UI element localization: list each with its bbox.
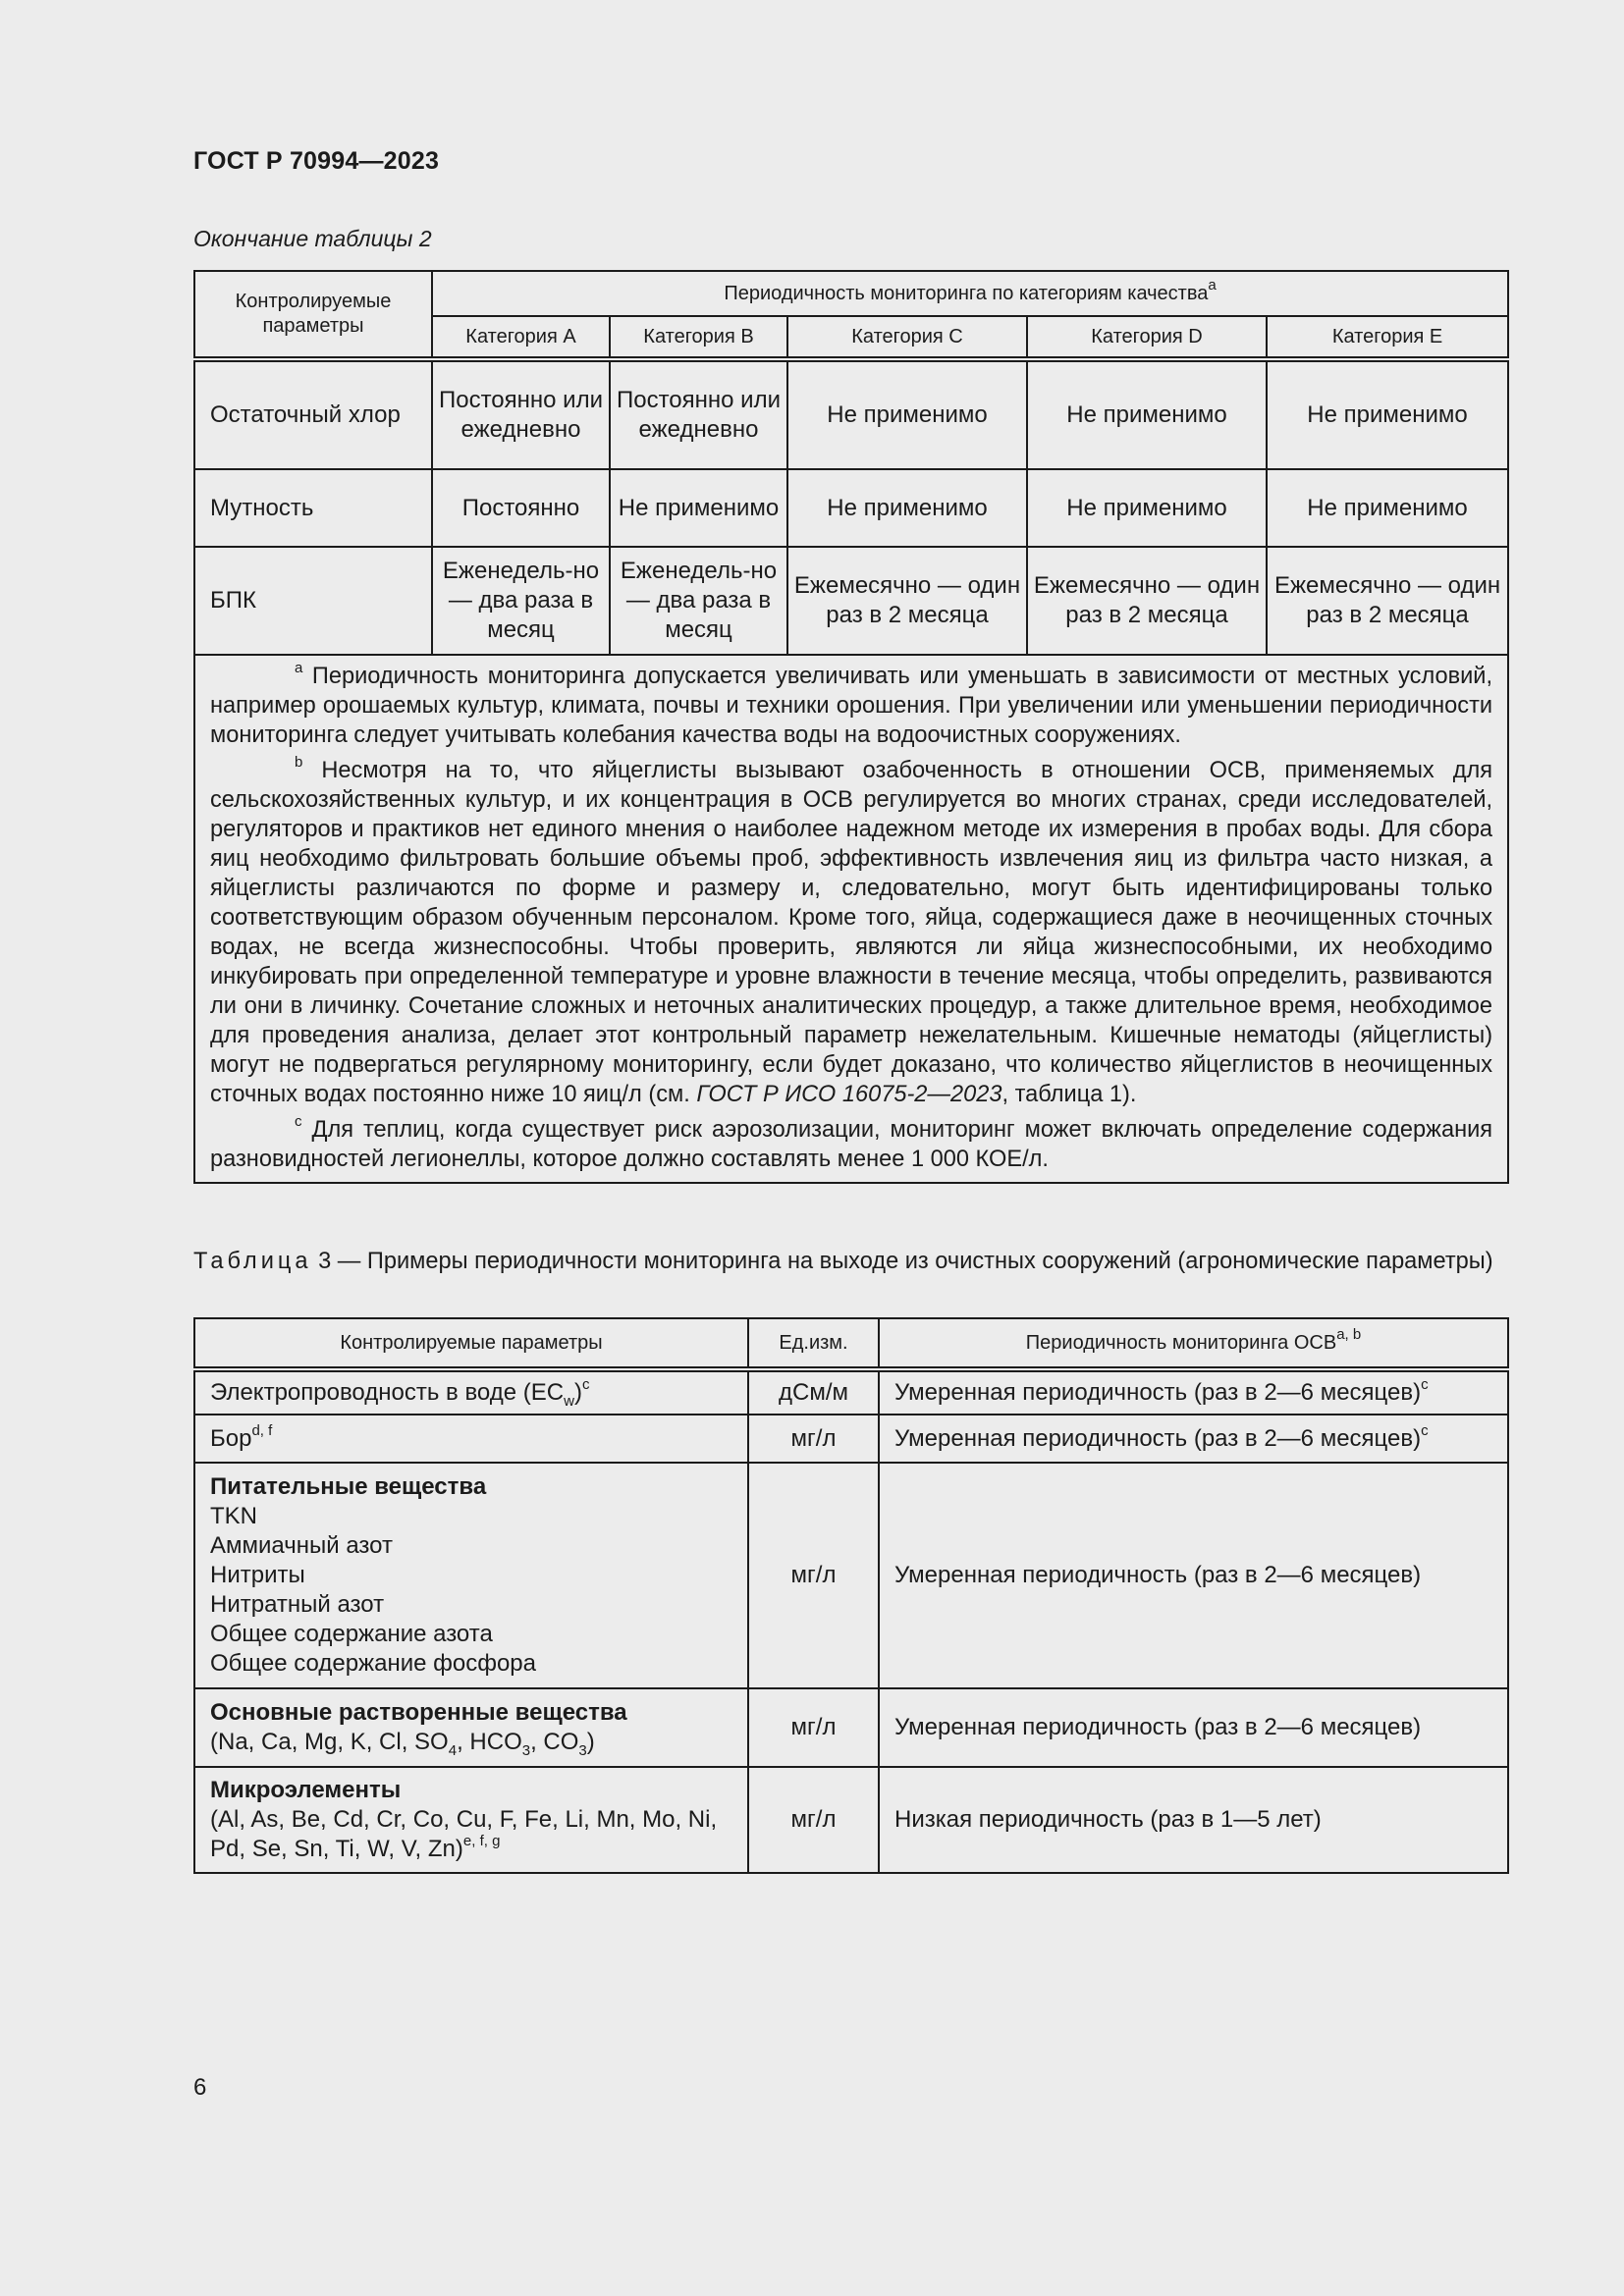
list-item: Аммиачный азот (210, 1532, 393, 1559)
param-name: Электропроводность в воде $(EC_w)^c$ (194, 1369, 748, 1415)
param-name: Мутность (194, 469, 432, 547)
table-row (194, 547, 1508, 655)
table-row (194, 1767, 1508, 1873)
cell-value: Не применимо (1027, 469, 1267, 547)
group-title: Основные растворенные вещества (210, 1699, 627, 1726)
formula: (Na, Ca, Mg, K, Cl, $SO_4$, $HCO_3$, $CO_3$) (210, 1729, 595, 1759)
header-periodicity: Периодичность мониторинга по категориям качества$^a$ (432, 271, 1508, 316)
cell-value: Ежемесячно — один раз в 2 месяца (787, 547, 1027, 655)
cell-value: Не применимо (610, 469, 787, 547)
unit-value: мг/л (748, 1688, 879, 1767)
header-frequency: Периодичность мониторинга ОСВ$^{a, b}$ (879, 1318, 1508, 1369)
cell-value: Не применимо (1267, 359, 1508, 469)
cell-value: Еженедель-но — два раза в месяц (610, 547, 787, 655)
param-group (194, 1688, 748, 1767)
cell-value: Не применимо (787, 359, 1027, 469)
unit-value: мг/л (748, 1767, 879, 1873)
cell-value: Постоянно или ежедневно (610, 359, 787, 469)
frequency-value: Умеренная периодичность (раз в 2—6 месяцев) (879, 1688, 1508, 1767)
table3-title: Таблица 3 — Примеры периодичности мониторинга на выходе из очистных сооружений (агрономические параметры) (193, 1249, 1493, 1274)
frequency-value: Умеренная периодичность (раз в 2—6 месяцев) (879, 1463, 1508, 1688)
param-name: Бор$^{d, f}$ (194, 1415, 748, 1463)
header-params: Контролируемые параметры (194, 271, 432, 359)
footnote-b: $^b$ Несмотря на то, что яйцеглисты вызывают озабоченность в отношении ОСВ, применяемых для сельскохозяйственных культур, и их концентрация в ОСВ регулируется во многих странах, среди исследователей, регуляторов и практиков нет единого мнения о наиболее надежном методе их измерения в пробах воды. Для сбора яиц необходимо фильтровать большие объемы проб, эффективность извлечения яиц из фильтра часто низкая, а яйцеглисты различаются по форме и размеру и, следовательно, могут быть идентифицированы только соответствующим образом обученным персоналом. Кроме того, яйца, содержащиеся даже в неочищенных сточных водах, не всегда жизнеспособны. Чтобы проверить, являются ли яйца жизнеспособными, их необходимо инкубировать при определенной температуре и уровне влажности в течение месяца, чтобы определить, развиваются ли они в личинку. Сочетание сложных и неточных аналитических процедур, а также длительное время, необходимое для проведения анализа, делает этот контрольный параметр нежелательным. Кишечные нематоды (яйцеглисты) могут не подвергаться регулярному мониторингу, если будет доказано, что количество яйцеглистов в неочищенных сточных водах постоянно ниже 10 яиц/л (см. ГОСТ Р ИСО 16075-2—2023, таблица 1). (210, 754, 1493, 1107)
header-category-b: Категория B (610, 316, 787, 359)
list-item: TKN (210, 1503, 257, 1529)
element-list: (Al, As, Be, Cd, Cr, Co, Cu, F, Fe, Li, Mn, Mo, Ni, (210, 1806, 718, 1833)
table-3 (193, 1317, 1509, 1874)
list-item: Общее содержание азота (210, 1621, 493, 1647)
table-row (194, 1463, 1508, 1688)
table2-caption: Окончание таблицы 2 (193, 226, 432, 251)
frequency-value: Умеренная периодичность (раз в 2—6 месяцев)$^c$ (879, 1415, 1508, 1463)
frequency-value: Низкая периодичность (раз в 1—5 лет) (879, 1767, 1508, 1873)
param-group (194, 1767, 748, 1873)
standard-reference: ГОСТ Р ИСО 16075-2—2023 (696, 1082, 1002, 1107)
param-group (194, 1463, 748, 1688)
notes-row (194, 655, 1508, 1183)
table-row (194, 1415, 1508, 1463)
page-number: 6 (193, 2074, 207, 2101)
cell-value: Не применимо (1027, 359, 1267, 469)
list-item: Нитриты (210, 1562, 305, 1588)
table-row (194, 1369, 1508, 1415)
unit-value: дСм/м (748, 1369, 879, 1415)
cell-value: Ежемесячно — один раз в 2 месяца (1267, 547, 1508, 655)
list-item: Общее содержание фосфора (210, 1650, 537, 1677)
unit-value: мг/л (748, 1415, 879, 1463)
cell-value: Постоянно или ежедневно (432, 359, 610, 469)
table-row (194, 469, 1508, 547)
header-category-c: Категория C (787, 316, 1027, 359)
table-row (194, 1688, 1508, 1767)
table-row (194, 359, 1508, 469)
unit-value: мг/л (748, 1463, 879, 1688)
document-id: ГОСТ Р 70994—2023 (193, 147, 440, 175)
cell-value: Ежемесячно — один раз в 2 месяца (1027, 547, 1267, 655)
header-category-d: Категория D (1027, 316, 1267, 359)
group-title: Микроэлементы (210, 1777, 402, 1803)
table-2 (193, 270, 1509, 1184)
cell-value: Не применимо (787, 469, 1027, 547)
footnote-c: $^c$ Для теплиц, когда существует риск аэрозолизации, мониторинг может включать определение содержания разновидностей легионеллы, которое должно составлять менее 1 000 КОЕ/л. (210, 1113, 1493, 1172)
footnote-a: $^a$ Периодичность мониторинга допускается увеличивать или уменьшать в зависимости от местных условий, например орошаемых культур, климата, почвы и техники орошения. При увеличении или уменьшении периодичности мониторинга следует учитывать колебания качества воды на водоочистных сооружениях. (210, 660, 1493, 748)
param-name: БПК (194, 547, 432, 655)
frequency-value: Умеренная периодичность (раз в 2—6 месяцев)$^c$ (879, 1369, 1508, 1415)
header-params: Контролируемые параметры (194, 1318, 748, 1369)
table-notes (194, 655, 1508, 1183)
header-category-e: Категория E (1267, 316, 1508, 359)
param-name: Остаточный хлор (194, 359, 432, 469)
group-title: Питательные вещества (210, 1473, 487, 1500)
cell-value: Еженедель-но — два раза в месяц (432, 547, 610, 655)
cell-value: Постоянно (432, 469, 610, 547)
element-list: Pd, Se, Sn, Ti, W, V, Zn)$^{e, f, g}$ (210, 1833, 501, 1862)
cell-value: Не применимо (1267, 469, 1508, 547)
header-category-a: Категория A (432, 316, 610, 359)
list-item: Нитратный азот (210, 1591, 385, 1618)
header-unit: Ед.изм. (748, 1318, 879, 1369)
